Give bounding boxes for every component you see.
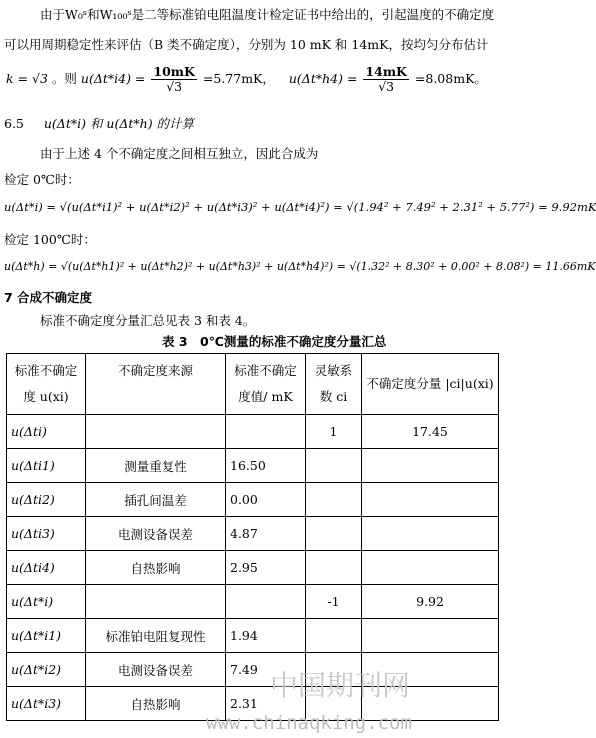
- table-header-row: [7, 354, 499, 415]
- header-value: 标准不确定度值/ mK: [226, 354, 306, 415]
- u-t4-numerator: 10mK: [153, 64, 195, 79]
- cell-value: [226, 585, 306, 619]
- cell-sensitivity: [306, 687, 362, 721]
- cell-component: [362, 517, 499, 551]
- cell-value: 0.00: [226, 483, 306, 517]
- then-text: 。则: [51, 71, 77, 86]
- cell-source: 测量重复性: [86, 449, 226, 483]
- cell-source: [86, 415, 226, 449]
- paragraph-line-1: 由于W₀ˢ和W₁₀₀ˢ是二等标准铂电阻温度计检定证书中给出的，引起温度的不确定度: [40, 7, 495, 22]
- cell-component: 9.92: [362, 585, 499, 619]
- cell-value: 2.31: [226, 687, 306, 721]
- section-6-5-heading: [4, 116, 194, 132]
- equation-100c: u(Δt*h) = √(u(Δt*h1)² + u(Δt*h2)² + u(Δt*h3)² + u(Δt*h4)²) = √(1.32² + 8.30² + 0.00² + 8.08²) = 11.66mK: [4, 260, 596, 273]
- table-row: [7, 653, 499, 687]
- cell-symbol: u(Δt*i2): [7, 653, 86, 687]
- cell-symbol: u(Δt*i): [7, 585, 86, 619]
- section-number: 6.5: [4, 116, 24, 131]
- u-h4-denominator: √3: [378, 79, 395, 94]
- cell-source: 自热影响: [86, 687, 226, 721]
- section-6-5-intro: 由于上述 4 个不确定度之间相互独立，因此合成为: [40, 146, 319, 161]
- table-row: [7, 483, 499, 517]
- header-source: 不确定度来源: [86, 354, 226, 415]
- cell-value: 2.95: [226, 551, 306, 585]
- u-h4-numerator: 14mK: [365, 64, 407, 79]
- cell-sensitivity: -1: [306, 585, 362, 619]
- u-t4-result: =5.77mK，: [202, 71, 275, 86]
- label-100c: 检定 100℃时：: [4, 232, 96, 247]
- table-3: [6, 353, 499, 721]
- cell-source: 标准铂电阻复现性: [86, 619, 226, 653]
- equation-0c: u(Δt*i) = √(u(Δt*i1)² + u(Δt*i2)² + u(Δt*i3)² + u(Δt*i4)²) = √(1.94² + 7.49² + 2.31² + 5.77²) = 9.92mK: [4, 200, 596, 214]
- cell-value: 7.49: [226, 653, 306, 687]
- cell-component: [362, 619, 499, 653]
- cell-component: [362, 551, 499, 585]
- label-0c: 检定 0℃时：: [4, 172, 80, 187]
- u-t4-lhs: u(Δt*i4) =: [80, 71, 146, 86]
- paragraph-line-3: [6, 64, 487, 94]
- cell-component: [362, 449, 499, 483]
- table-row: [7, 585, 499, 619]
- cell-sensitivity: [306, 517, 362, 551]
- cell-source: 自热影响: [86, 551, 226, 585]
- header-component: 不确定度分量 |ci|u(xi): [362, 354, 499, 415]
- u-t4-fraction: [151, 65, 197, 94]
- cell-source: [86, 585, 226, 619]
- cell-symbol: u(Δt*i3): [7, 687, 86, 721]
- u-h4-fraction: [363, 65, 409, 94]
- section-title: u(Δt*i) 和 u(Δt*h) 的计算: [43, 116, 195, 131]
- cell-symbol: u(Δti2): [7, 483, 86, 517]
- cell-value: 1.94: [226, 619, 306, 653]
- table-row: [7, 687, 499, 721]
- k-value: k = √3: [6, 71, 48, 86]
- cell-value: 16.50: [226, 449, 306, 483]
- u-h4-lhs: u(Δt*h4) =: [288, 71, 358, 86]
- cell-component: [362, 483, 499, 517]
- cell-component: [362, 653, 499, 687]
- u-t4-denominator: √3: [166, 79, 183, 94]
- section-7-text: 标准不确定度分量汇总见表 3 和表 4。: [40, 313, 256, 328]
- table-row: [7, 619, 499, 653]
- table-3-caption: 表 3 0℃测量的标准不确定度分量汇总: [162, 334, 387, 349]
- table-row: [7, 551, 499, 585]
- cell-symbol: u(Δti3): [7, 517, 86, 551]
- cell-symbol: u(Δti1): [7, 449, 86, 483]
- watermark-url: www.chinaqking.com: [206, 712, 412, 734]
- cell-sensitivity: 1: [306, 415, 362, 449]
- cell-component: 17.45: [362, 415, 499, 449]
- table-row: [7, 449, 499, 483]
- cell-sensitivity: [306, 449, 362, 483]
- section-7-heading: 7 合成不确定度: [4, 290, 93, 305]
- cell-sensitivity: [306, 619, 362, 653]
- cell-value: [226, 415, 306, 449]
- paragraph-line-2: 可以用周期稳定性来评估（B 类不确定度），分别为 10 mK 和 14mK，按均匀分布估计: [4, 37, 489, 52]
- table-row: [7, 415, 499, 449]
- u-h4-result: =8.08mK。: [414, 71, 487, 86]
- cell-symbol: u(Δti): [7, 415, 86, 449]
- cell-symbol: u(Δt*i1): [7, 619, 86, 653]
- cell-value: 4.87: [226, 517, 306, 551]
- cell-symbol: u(Δti4): [7, 551, 86, 585]
- cell-source: 电测设备误差: [86, 653, 226, 687]
- table-row: [7, 517, 499, 551]
- watermark-cn: 中国期刊网: [270, 669, 411, 702]
- cell-sensitivity: [306, 483, 362, 517]
- cell-sensitivity: [306, 653, 362, 687]
- cell-source: 插孔间温差: [86, 483, 226, 517]
- cell-sensitivity: [306, 551, 362, 585]
- header-sensitivity: 灵敏系数 ci: [306, 354, 362, 415]
- cell-source: 电测设备误差: [86, 517, 226, 551]
- header-std-uncertainty: 标准不确定度 u(xi): [7, 354, 86, 415]
- cell-component: [362, 687, 499, 721]
